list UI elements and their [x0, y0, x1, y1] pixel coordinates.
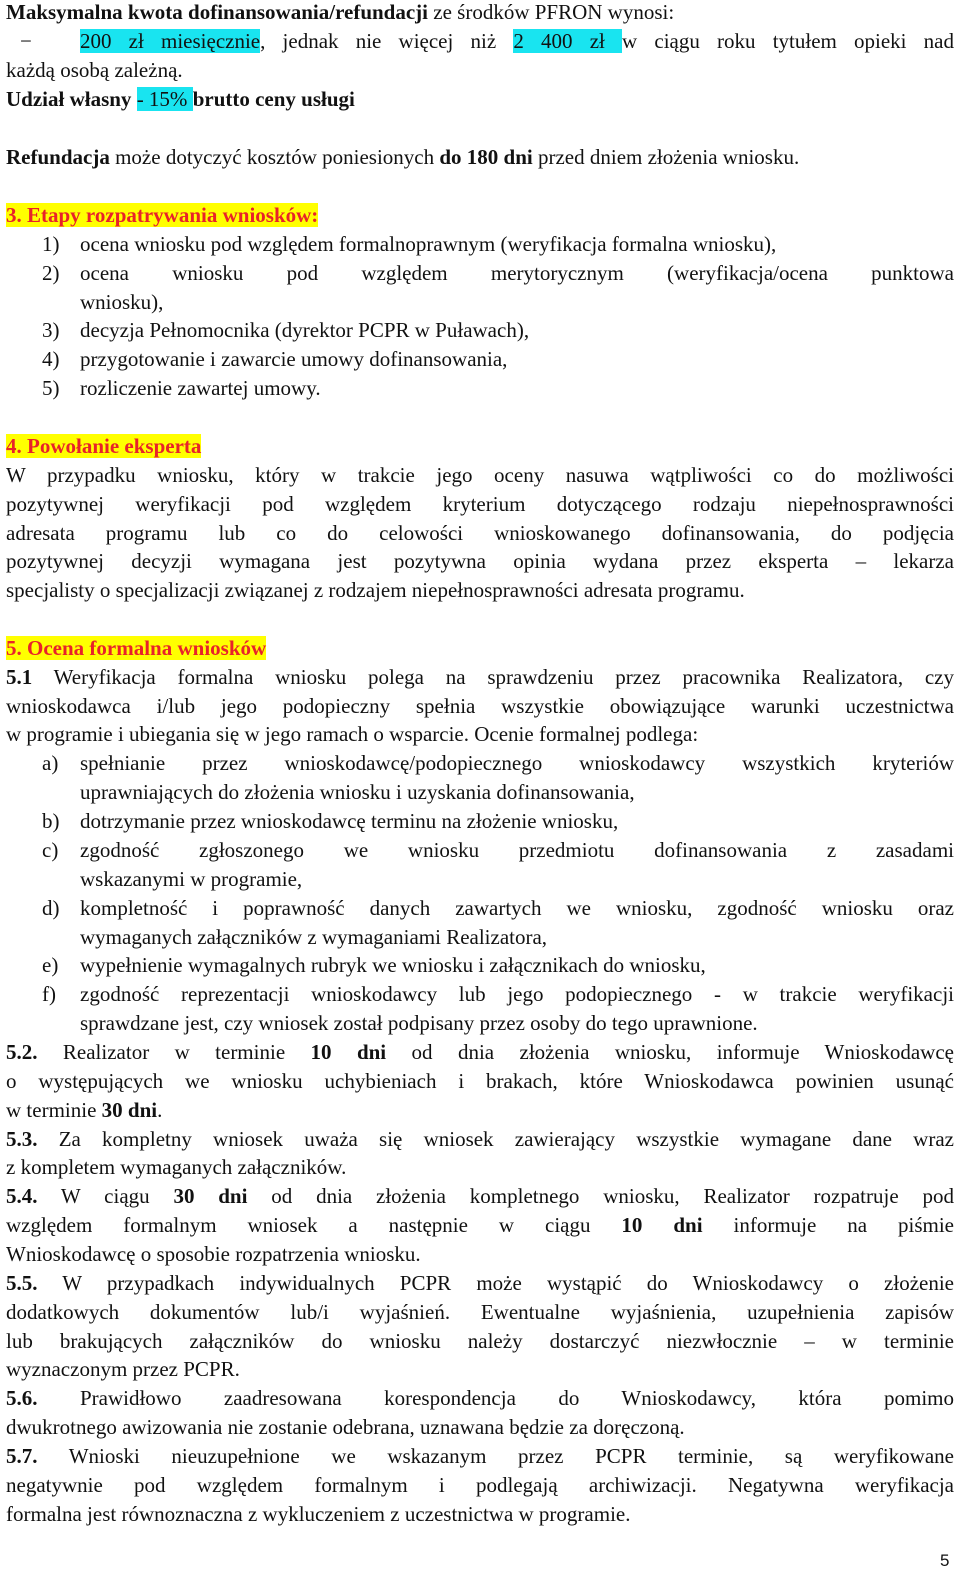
paragraph-line: adresata programu lub co do celowości wnioskowanego dofinansowania, do podjęcia: [6, 521, 954, 545]
clause-text: Prawidłowo zaadresowana korespondencja do Wnioskodawcy, która pomimo: [37, 1386, 954, 1410]
clause-text: W ciągu: [37, 1184, 174, 1208]
paragraph-5-5-line: [6, 1269, 954, 1298]
clause-text: od dnia złożenia wniosku, informuje Wnioskodawcę: [386, 1040, 954, 1064]
clause-text: w terminie: [6, 1098, 102, 1122]
own-contribution-label: Udział własny: [6, 87, 137, 111]
paragraph-line: pozytywnej weryfikacji pod względem kryterium dotyczącego rodzaju niepełnosprawności: [6, 492, 954, 516]
paragraph-line: Wnioskodawcę o sposobie rozpatrzenia wniosku.: [6, 1242, 421, 1266]
clause-text: Wnioski nieuzupełnione we wskazanym przez PCPR terminie, są weryfikowane: [37, 1444, 954, 1468]
paragraph-line: formalna jest równoznaczna z wykluczeniem z uczestnictwa w programie.: [6, 1502, 631, 1526]
own-contribution-rest: brutto ceny usługi: [192, 87, 355, 111]
list-item: decyzja Pełnomocnika (dyrektor PCPR w Puławach),: [80, 318, 530, 342]
paragraph-line: specjalisty o specjalizacji związanej z rodzajem niepełnosprawności adresata programu.: [6, 578, 745, 602]
paragraph-5-3-line: [6, 1125, 954, 1154]
list-letter: f): [42, 982, 56, 1006]
funding-amount-rest: w ciągu roku tytułem opieki nad: [622, 29, 955, 53]
paragraph-line: pozytywnej decyzji wymagana jest pozytywna opinia wydana przez eksperta – lekarza: [6, 549, 954, 573]
section-4-heading: [6, 432, 954, 461]
section-4-heading-text: 4. Powołanie eksperta: [6, 434, 202, 458]
paragraph-5-4-line: [6, 1182, 954, 1211]
clause-number: 5.6.: [6, 1386, 38, 1410]
yearly-amount-highlight: 2 400 zł: [513, 29, 623, 53]
clause-text: Za kompletny wniosek uważa się wniosek zawierający wszystkie wymagane dane wraz: [37, 1127, 954, 1151]
list-letter: a): [42, 751, 59, 775]
list-item-cont: uprawniających do złożenia wniosku i uzyskania dofinansowania,: [80, 780, 635, 804]
clause-number: 5.1: [6, 665, 33, 689]
clause-days: 10 dni: [310, 1040, 387, 1064]
clause-days: 10 dni: [621, 1213, 703, 1237]
clause-text: względem formalnym wniosek a następnie w ciągu: [6, 1213, 622, 1237]
paragraph-line: lub brakujących załączników do wniosku należy dostarczyć niezwłocznie – w terminie: [6, 1329, 954, 1353]
clause-text: W przypadkach indywidualnych PCPR może wystąpić do Wnioskodawcy o złożenie: [37, 1271, 954, 1295]
clause-days: 30 dni: [101, 1098, 158, 1122]
paragraph-line: z kompletem wymaganych załączników.: [6, 1155, 347, 1179]
section-3-heading-text: 3. Etapy rozpatrywania wniosków:: [6, 203, 319, 227]
list-letter: d): [42, 896, 60, 920]
paragraph-line: W przypadku wniosku, który w trakcie jego oceny nasuwa wątpliwości co do możliwości: [6, 463, 954, 487]
list-number: 2): [42, 261, 60, 285]
list-item: kompletność i poprawność danych zawartych we wniosku, zgodność wniosku oraz: [80, 896, 954, 920]
funding-limit-label: Maksymalna kwota dofinansowania/refundacji: [6, 0, 429, 24]
clause-text: Weryfikacja formalna wniosku polega na sprawdzeniu przez pracownika Realizatora, czy: [32, 665, 954, 689]
list-item-cont: sprawdzane jest, czy wniosek został podpisany przez osoby do tego uprawnione.: [80, 1011, 758, 1035]
own-contribution-highlight: - 15%: [136, 87, 193, 111]
list-item-cont: wniosku),: [80, 290, 164, 314]
paragraph-line: dodatkowych dokumentów lub/i wyjaśnień. Ewentualne wyjaśnienia, uzupełnienia zapisów: [6, 1300, 954, 1324]
funding-limit-rest: ze środków PFRON wynosi:: [428, 0, 675, 24]
list-item: dotrzymanie przez wnioskodawcę terminu na złożenie wniosku,: [80, 809, 619, 833]
list-letter: e): [42, 953, 59, 977]
list-number: 4): [42, 347, 60, 371]
funding-limit-line: [6, 0, 954, 27]
paragraph-line: wyznaczonym przez PCPR.: [6, 1357, 240, 1381]
refund-rest: przed dniem złożenia wniosku.: [532, 145, 800, 169]
list-item: spełnianie przez wnioskodawcę/podopiecznego wnioskodawcy wszystkich kryteriów: [80, 751, 954, 775]
section-3-heading: [6, 201, 954, 230]
clause-text: od dnia złożenia kompletnego wniosku, Realizator rozpatruje pod: [247, 1184, 954, 1208]
funding-amount-line-2: każdą osobą zależną.: [6, 58, 183, 82]
list-item: ocena wniosku pod względem formalnoprawnym (weryfikacja formalna wniosku),: [80, 232, 777, 256]
clause-days: 30 dni: [173, 1184, 248, 1208]
refund-label: Refundacja: [6, 145, 110, 169]
paragraph-line: o występujących we wniosku uchybieniach i brakach, które Wnioskodawca powinien usunąć: [6, 1069, 954, 1093]
paragraph-line: wnioskodawca i/lub jego podopieczny spełnia wszystkie obowiązujące warunki uczestnictwa: [6, 694, 954, 718]
paragraph-line: negatywnie pod względem formalnym i podlegają archiwizacji. Negatywna weryfikacja: [6, 1473, 954, 1497]
refund-days: do 180 dni: [439, 145, 533, 169]
refund-mid: może dotyczyć kosztów poniesionych: [109, 145, 440, 169]
list-item: rozliczenie zawartej umowy.: [80, 376, 321, 400]
refund-line: [6, 143, 954, 172]
clause-text: informuje na piśmie: [702, 1213, 954, 1237]
paragraph-5-1-line: [6, 663, 954, 692]
clause-number: 5.3.: [6, 1127, 38, 1151]
paragraph-5-7-line: [6, 1442, 954, 1471]
list-item: przygotowanie i zawarcie umowy dofinansowania,: [80, 347, 508, 371]
section-5-heading: [6, 634, 954, 663]
list-item-cont: wymaganych załączników z wymaganiami Realizatora,: [80, 925, 548, 949]
list-letter: c): [42, 838, 59, 862]
funding-amount-mid: , jednak nie więcej niż: [260, 29, 514, 53]
clause-number: 5.5.: [6, 1271, 38, 1295]
paragraph-line: w programie i ubiegania się w jego ramach o wsparcie. Ocenie formalnej podlega:: [6, 722, 699, 746]
monthly-amount-highlight: 200 zł miesięcznie: [80, 29, 261, 53]
list-item: wypełnienie wymagalnych rubryk we wniosku i załącznikach do wniosku,: [80, 953, 706, 977]
list-item: ocena wniosku pod względem merytorycznym (weryfikacja/ocena punktowa: [80, 261, 954, 285]
paragraph-5-6-line: [6, 1384, 954, 1413]
list-letter: b): [42, 809, 60, 833]
list-dash: −: [20, 29, 32, 53]
list-number: 3): [42, 318, 60, 342]
paragraph-line: [6, 1211, 954, 1240]
paragraph-5-2-line: [6, 1038, 954, 1067]
paragraph-line: dwukrotnego awizowania nie zostanie odebrana, uznawana będzie za doręczoną.: [6, 1415, 685, 1439]
list-number: 5): [42, 376, 60, 400]
own-contribution-line: [6, 85, 954, 114]
page-number: 5: [940, 1551, 950, 1570]
clause-number: 5.4.: [6, 1184, 38, 1208]
list-number: 1): [42, 232, 60, 256]
clause-number: 5.2.: [6, 1040, 38, 1064]
list-item-cont: wskazanymi w programie,: [80, 867, 303, 891]
clause-text: .: [157, 1098, 163, 1122]
list-item: zgodność reprezentacji wnioskodawcy lub jego podopiecznego - w trakcie weryfikacji: [80, 982, 954, 1006]
clause-number: 5.7.: [6, 1444, 38, 1468]
clause-text: Realizator w terminie: [37, 1040, 311, 1064]
list-item: zgodność zgłoszonego we wniosku przedmiotu dofinansowania z zasadami: [80, 838, 954, 862]
section-5-heading-text: 5. Ocena formalna wniosków: [6, 636, 267, 660]
paragraph-line: [6, 1096, 954, 1125]
funding-amount-line: [80, 27, 954, 56]
